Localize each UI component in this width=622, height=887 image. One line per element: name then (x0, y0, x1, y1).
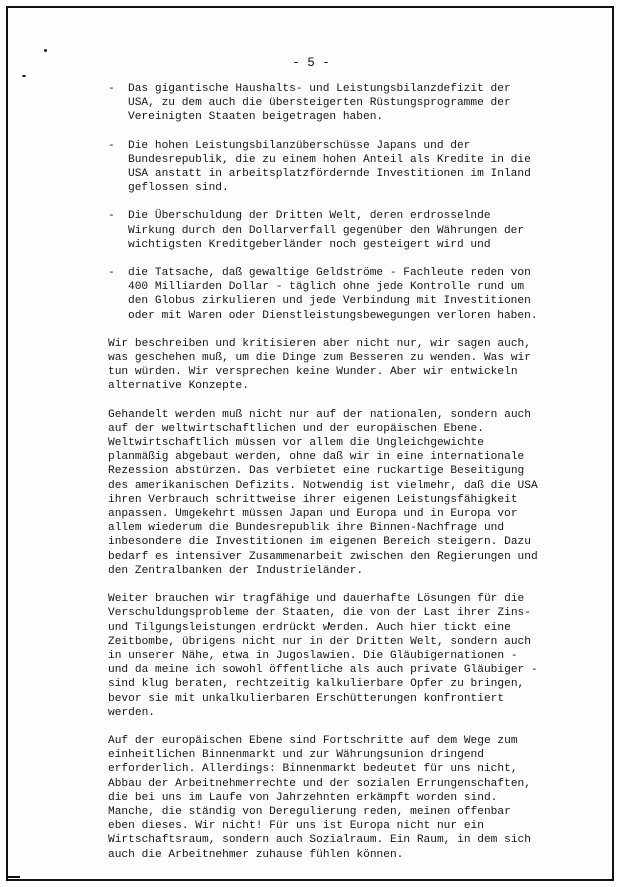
bullet-text: Die hohen Leistungsbilanzüberschüsse Japans und der Bundesrepublik, die zu einem hohen Anteil als Kredite in die USA anstatt in arbeitsplatzfördernde Investitionen im Inland geflossen sind. (128, 139, 531, 195)
bullet-dash: - (108, 139, 115, 152)
bullet-text: Das gigantische Haushalts- und Leistungsbilanzdefizit der USA, zu dem auch die übersteigerten Rüstungsprogramme der Vereinigten Staaten beigetragen haben. (128, 83, 511, 124)
bullet-item (108, 82, 558, 125)
paragraph: Gehandelt werden muß nicht nur auf der nationalen, sondern auch auf der weltwirtschaftlichen und der europäischen Ebene. Weltwirtschaftlich müssen vor allem die Ungleichgewichte planmäßig abgebaut werden, ohne daß wir in eine internationale Rezession abstürzen. Das verbietet eine ruckartige Beseitigung des amerikanischen Defizits. Notwendig ist vielmehr, daß die USA ihren Verbrauch schrittweise ihrer eigenen Leistungsfähigkeit anpassen. Umgekehrt müssen Japan und Europa und in Europa vor allem wiederum die Bundesrepublik ihre Binnen-Nachfrage und inbesondere die Investitionen im eigenen Bereich steigern. Dazu bedarf es intensiver Zusammenarbeit zwischen den Regierungen und den Zentralbanken der Industrieländer. (108, 408, 538, 577)
paragraph: Wir beschreiben und kritisieren aber nicht nur, wir sagen auch, was geschehen muß, um die Dinge zum Besseren zu wenden. Was wir tun würden. Wir versprechen keine Wunder. Aber wir entwickeln alternative Konzepte. (108, 337, 531, 393)
bullet-dash: - (108, 83, 115, 95)
bullet-dash: - (108, 267, 115, 280)
document-body (108, 82, 558, 876)
bullet-item (108, 139, 558, 196)
bullet-dash: - (108, 210, 115, 223)
bullet-text: Die Überschuldung der Dritten Welt, deren erdrosselnde Wirkung durch den Dollarverfall gegenüber den Währungen der wichtigsten Kreditgeberländer noch gesteigert wird und (128, 210, 525, 251)
bullet-text: die Tatsache, daß gewaltige Geldströme - Fachleute reden von 400 Milliarden Dollar - täglich ohne jede Kontrolle rund um den Globus zirkulieren und jede Verbindung mit Investitionen oder mit Waren oder Dienstleistungsbewegungen verloren haben. (128, 267, 538, 322)
bullet-item (108, 266, 558, 323)
paragraph: Auf der europäischen Ebene sind Fortschritte auf dem Wege zum einheitlichen Binnenmarkt und zur Währungsunion dringend erforderlich. Allerdings: Binnenmarkt bedeutet für uns nicht, Abbau der Arbeitnehmerrechte und der sozialen Errungenschaften, die bei uns im Laufe von Jahrzehnten erkämpft worden sind. Manche, die ständig von Deregulierung reden, meinen offenbar eben dieses. Wir nicht! Für uns ist Europa nicht nur ein Wirtschaftsraum, sondern auch Sozialraum. Ein Raum, in dem sich auch die Arbeitnehmer zuhause fühlen können. (108, 734, 531, 861)
scan-speck (22, 75, 26, 77)
page-number: - 5 - (292, 56, 330, 70)
scan-speck (44, 49, 47, 52)
scan-corner-mark (8, 876, 20, 878)
paragraph: Weiter brauchen wir tragfähige und dauerhafte Lösungen für die Verschuldungsprobleme der Staaten, die von der Last ihrer Zins- und Tilgungsleistungen erdrückt werden. Auch hier tickt eine Zeitbombe, übrigens nicht nur in der Dritten Welt, sondern auch in unserer Nähe, etwa in Jugoslawien. Die Gläubigernationen - und da meine ich sowohl öffentliche als auch private Gläubiger - sind klug beraten, rechtzeitig kalkulierbare Opfer zu bringen, bevor sie mit unkalkulierbaren Erschütterungen konfrontiert werden. (108, 593, 538, 719)
bullet-item (108, 209, 558, 252)
